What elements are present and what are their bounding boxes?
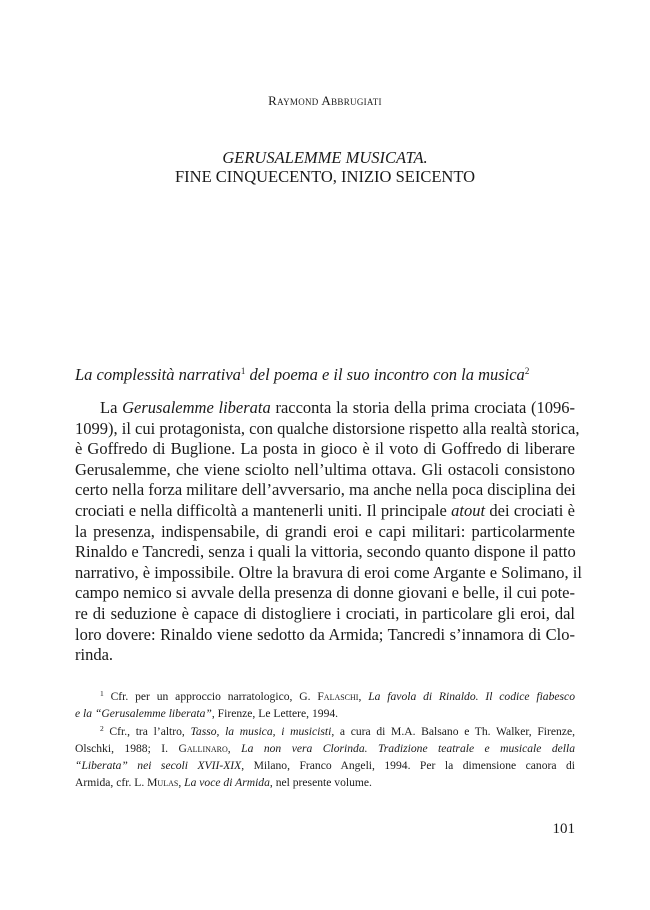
body-line: certo nella forza militare dell’avversario, ma anche nella poca disciplina dei — [75, 480, 576, 500]
footnote-2-cont: “Liberata” nei secoli XVII-XIX, Milano, Franco Angeli, 1994. Per la dimensione canora di — [75, 759, 575, 773]
body-line: la presenza, indispensabile, di grandi eroi e capi militari: particolarmente — [75, 521, 575, 541]
footnote-ref-2[interactable]: 2 — [524, 366, 530, 376]
footnote-ref-1[interactable]: 1 — [240, 366, 246, 376]
footnote-1-cont: e la “Gerusalemme liberata”, Firenze, Le Lettere, 1994. — [75, 707, 339, 721]
body-line: narrativo, è impossibile. Oltre la bravura di eroi come Argante e Solimano, il — [75, 562, 582, 582]
title-line-1: GERUSALEMME MUSICATA. — [222, 148, 428, 167]
body-line: crociati e nella difficoltà a mantenerli uniti. Il principale atout dei crociati è — [75, 500, 575, 520]
emphasis: atout — [451, 500, 486, 520]
footnote-number: 1 — [100, 689, 104, 698]
footnotes — [75, 688, 575, 792]
body-paragraph — [75, 398, 582, 666]
article-title — [0, 148, 650, 186]
footnote-number: 2 — [100, 723, 104, 733]
body-line: loro dovere: Rinaldo viene sedotto da Armida; Tancredi s’innamora di Clo- — [75, 624, 575, 644]
footnote-2-cont: Armida, cfr. L. Mulas, La voce di Armida, nel presente volume. — [75, 776, 372, 790]
body-line: rinda. — [75, 645, 114, 665]
footnote-2: $^2$ Cfr., tra l’altro, Tasso, la musica, i musicisti, a cura di M.A. Balsano e Th. Walker, Firenze, — [100, 723, 575, 738]
footnote-2-cont: Olschki, 1988; I. Gallinaro, La non vera Clorinda. Tradizione teatrale e musicale della — [75, 741, 576, 755]
body-line: re di seduzione è capace di distogliere i crociati, in particolare gli eroi, dal — [75, 603, 575, 623]
title-line-2: FINE CINQUECENTO, INIZIO SEICENTO — [174, 167, 476, 186]
body-line: Gerusalemme, che viene sciolto nell’ultima ottava. Gli ostacoli consistono — [75, 459, 575, 479]
heading-text-2: del poema e il suo incontro con la musica — [245, 365, 525, 384]
section-heading — [75, 365, 575, 385]
footnote-1: $^1$ Cfr. per un approccio narratologico, G. Falaschi, La favola di Rinaldo. Il codice fiabesco — [100, 689, 575, 703]
body-line: La Gerusalemme liberata racconta la storia della prima crociata (1096- — [100, 398, 575, 417]
running-author: Raymond Abbrugiati — [268, 93, 382, 108]
body-line: è Goffredo di Buglione. La posta in gioco è il voto di Goffredo di liberare — [75, 439, 575, 459]
page-number: 101 — [552, 821, 575, 837]
body-line: campo nemico si avvale della presenza di donne giovani e belle, il cui pote- — [75, 583, 575, 603]
body-line: 1099), il cui protagonista, con qualche distorsione rispetto alla realtà storica, — [75, 418, 580, 438]
heading-text-1: La complessità narrativa — [75, 365, 241, 384]
work-title: Gerusalemme liberata — [122, 398, 271, 417]
body-line: Rinaldo e Tancredi, senza i quali la vittoria, secondo quanto dispone il patto — [75, 542, 576, 562]
